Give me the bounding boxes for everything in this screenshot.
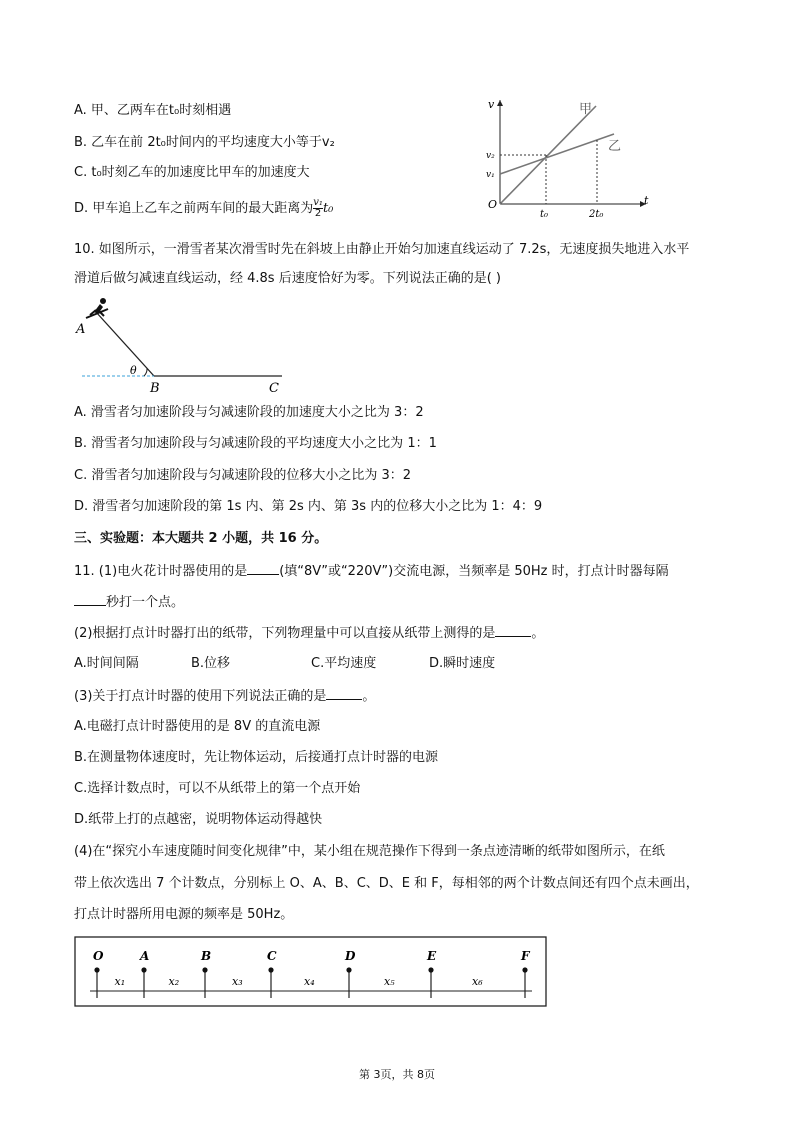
answer-blank[interactable]: [326, 687, 362, 700]
jia-label: 甲: [579, 102, 593, 117]
q11-part3-option-a: A.电磁打点计时器使用的是 8V 的直流电源: [74, 719, 321, 734]
slope-line: [96, 312, 154, 376]
q9-option-d: [74, 198, 333, 219]
tape-point-dot: [522, 967, 527, 972]
2t0-label: 2t₀: [589, 209, 604, 220]
point-c-label: C: [269, 381, 279, 394]
t-axis-label: t: [644, 194, 649, 207]
q11-part3-text: (3)关于打点计时器的使用下列说法正确的是: [74, 689, 327, 704]
q11-part3-end: 。: [362, 689, 376, 704]
fraction: [313, 198, 323, 219]
tape-point-dot: [202, 967, 207, 972]
q9-option-c: C. t₀时刻乙车的加速度比甲车的加速度大: [74, 165, 310, 180]
tape-point-label: C: [267, 949, 277, 963]
point-b-label: B: [150, 381, 160, 394]
tape-segment-label: x₃: [232, 975, 243, 988]
v1-label: v₁: [486, 170, 495, 180]
t0-label: t₀: [540, 209, 549, 220]
theta-label: θ: [130, 364, 137, 377]
q11-part1-line1: [74, 562, 669, 581]
q11-part4-line3: 打点计时器所用电源的频率是 50Hz。: [74, 907, 294, 922]
tape-segment-label: x₁: [114, 975, 126, 988]
tape-point-dot: [428, 967, 433, 972]
v2-label: v₂: [486, 151, 495, 161]
tape-segment-label: x₄: [304, 975, 315, 988]
tape-segment-label: x₅: [384, 975, 395, 988]
answer-blank[interactable]: [247, 562, 279, 575]
tape-point-dot: [346, 967, 351, 972]
section-heading: 三、实验题：本大题共 2 小题，共 16 分。: [74, 531, 328, 546]
q11-part1-c: 秒打一个点。: [106, 595, 185, 610]
tape-point-label: E: [427, 949, 437, 963]
yi-label: 乙: [608, 139, 622, 154]
q10-stem-1: 10. 如图所示，一滑雪者某次滑雪时先在斜坡上由静止开始匀加速直线运动了 7.2s，无速度损失地进入水平: [74, 242, 690, 257]
answer-blank[interactable]: [74, 593, 106, 606]
q10-stem-2: 滑道后做匀减速直线运动，经 4.8s 后速度恰好为零。下列说法正确的是( ): [74, 271, 501, 286]
point-a-label: A: [76, 322, 86, 337]
fraction-denominator: 2: [314, 208, 322, 219]
q10-option-b: B. 滑雪者匀加速阶段与匀减速阶段的平均速度大小之比为 1：1: [74, 436, 437, 451]
q11-part4-line1: (4)在“探究小车速度随时间变化规律”中，某小组在规范操作下得到一条点迹清晰的纸带如图所示，在纸: [74, 844, 665, 859]
q11-part3-option-c: C.选择计数点时，可以不从纸带上的第一个点开始: [74, 781, 361, 796]
q10-option-a: A. 滑雪者匀加速阶段与匀减速阶段的加速度大小之比为 3：2: [74, 405, 424, 420]
ski-slope-figure: [74, 296, 294, 394]
tape-segment-label: x₂: [168, 975, 180, 988]
q11-part2-option-d: D.瞬时速度: [429, 656, 496, 671]
q11-part2-end: 。: [531, 626, 545, 641]
q10-option-c: C. 滑雪者匀加速阶段与匀减速阶段的位移大小之比为 3：2: [74, 468, 412, 483]
angle-arc: [144, 368, 147, 376]
q11-part3-option-b: B.在测量物体速度时，先让物体运动，后接通打点计时器的电源: [74, 750, 439, 765]
fraction-numerator: v₁: [313, 197, 323, 208]
q9-option-b: B. 乙车在前 2t₀时间内的平均速度大小等于v₂: [74, 135, 335, 150]
tape-point-label: F: [521, 949, 530, 963]
tape-point-label: B: [201, 949, 212, 963]
q11-part1-b: (填“8V”或“220V”)交流电源，当频率是 50Hz 时，打点计时器每隔: [279, 564, 669, 579]
q9-option-d-suffix: t₀: [322, 201, 334, 216]
q11-part3: [74, 687, 375, 706]
vt-graph: [478, 92, 668, 222]
tape-point-label: O: [93, 949, 104, 963]
q11-part1-a: 11. (1)电火花计时器使用的是: [74, 564, 248, 579]
q11-part4-line2: 带上依次选出 7 个计数点，分别标上 O、A、B、C、D、E 和 F，每相邻的两个计数点间还有四个点未画出，: [74, 876, 699, 891]
q11-part3-option-d: D.纸带上打的点越密，说明物体运动得越快: [74, 812, 323, 827]
q11-part2-option-b: B.位移: [191, 656, 231, 671]
skier-icon: [86, 298, 108, 318]
v-axis-label: v: [488, 98, 495, 111]
tape-point-dot: [268, 967, 273, 972]
q11-part2: [74, 624, 544, 643]
q11-part2-option-c: C.平均速度: [311, 656, 377, 671]
q11-part2-text: (2)根据打点计时器打出的纸带，下列物理量中可以直接从纸带上测得的是: [74, 626, 496, 641]
tape-point-dot: [141, 967, 146, 972]
jia-line: [500, 106, 596, 204]
origin-label: O: [488, 198, 498, 211]
q9-option-a: A. 甲、乙两车在t₀时刻相遇: [74, 103, 232, 118]
q11-part1-line2: [74, 593, 184, 612]
paper-tape-figure: [74, 936, 548, 1008]
tape-segment-label: x₆: [472, 975, 483, 988]
page-footer: 第 3页，共 8页: [359, 1068, 435, 1081]
q9-option-d-text: D. 甲车追上乙车之前两车间的最大距离为: [74, 201, 314, 216]
tape-point-dot: [94, 967, 99, 972]
q10-option-d: D. 滑雪者匀加速阶段的第 1s 内、第 2s 内、第 3s 内的位移大小之比为 1：4：9: [74, 499, 543, 514]
answer-blank[interactable]: [495, 624, 531, 637]
tape-point-label: A: [140, 949, 150, 963]
q11-part2-option-a: A.时间间隔: [74, 656, 139, 671]
tape-point-label: D: [345, 949, 356, 963]
